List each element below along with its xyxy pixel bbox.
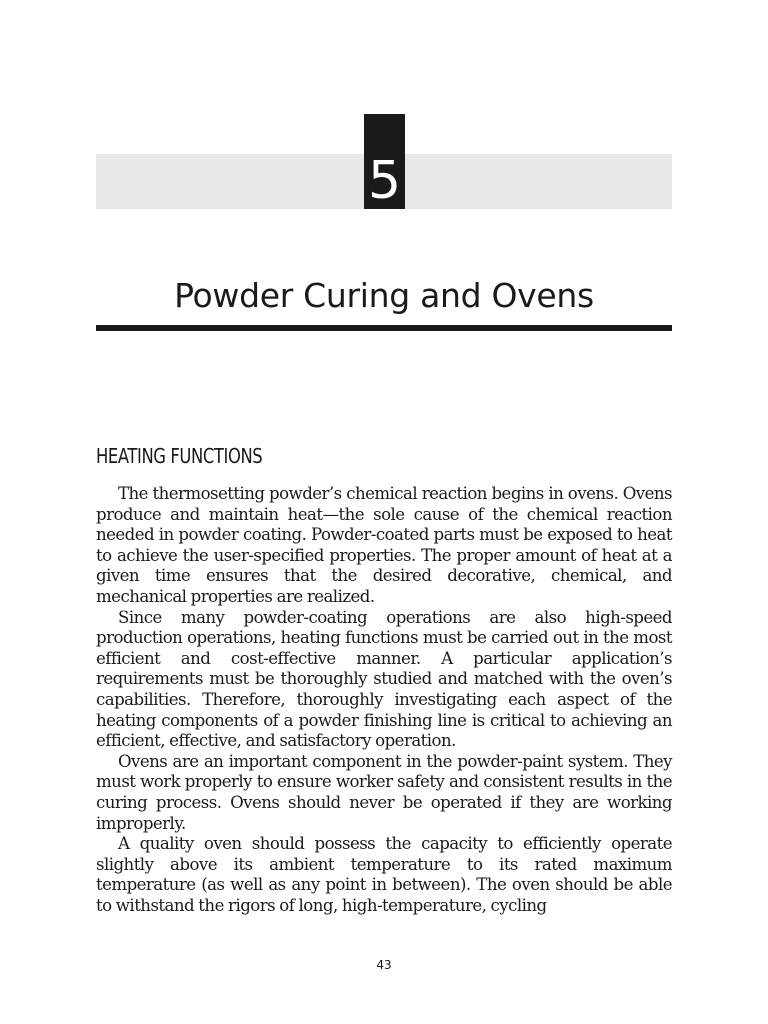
chapter-title: Powder Curing and Ovens [174, 276, 594, 315]
title-rule [96, 325, 672, 331]
paragraph: Since many powder-coating operations are also high-speed production operations, heating functions must be carried out in the most efficient and cost-effective manner. A particular application’s requirements must be thoroughly studied and matched with the oven’s capabilities. Therefore, thoroughly investigating each aspect of the heating components of a powder finishing line is critical to achieving an efficient, effective, and satisfactory operation. [96, 607, 672, 751]
section-heading: HEATING FUNCTIONS [96, 444, 263, 468]
page-number: 43 [376, 958, 392, 972]
chapter-number: 5 [364, 114, 405, 209]
paragraph: The thermosetting powder’s chemical reaction begins in ovens. Ovens produce and maintain heat—the sole cause of the chemical reaction needed in powder coating. Powder-coated parts must be exposed to heat to achieve the user-specified properties. The proper amount of heat at a given time ensures that the desired decorative, chemical, and mechanical properties are realized. [96, 484, 672, 606]
paragraph: A quality oven should possess the capacity to efficiently operate slightly above its ambient temperature to its rated maximum temperature (as well as any point in between). The oven should be able to withstand the rigors of long, high-temperature, cycling [96, 834, 672, 915]
paragraph: Ovens are an important component in the powder-paint system. They must work properly to ensure worker safety and consistent results in the curing process. Ovens should never be operated if they are working improperly. [96, 751, 672, 833]
body-text [96, 484, 672, 916]
